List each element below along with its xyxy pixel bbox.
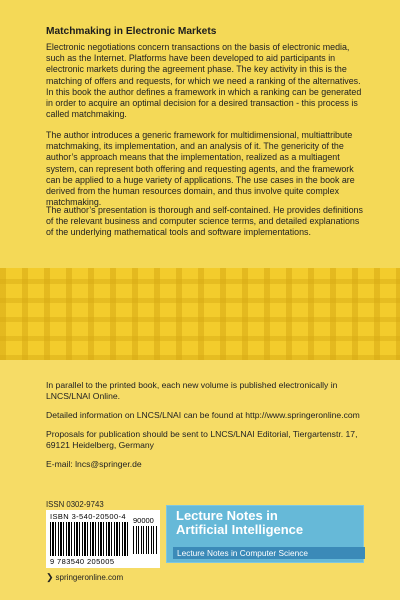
description-paragraph-1: [46, 42, 366, 120]
description-paragraph-2: [46, 130, 366, 208]
barcode-main-bars: [50, 522, 130, 556]
description-text-1: Electronic negotiations concern transactions on the basis of electronic media, such as the Internet. Platforms have been developed to aid participants in electronic markets during the agreement phase. The key activity in this is the matching of offers and requests, for which we need a ranking of the alternatives. In this book the author defines a framework in which a ranking can be generated in order to acquire an optimal decision for a desired transaction - this process is called matchmaking.: [46, 42, 362, 120]
issn: ISSN 0302-9743: [46, 500, 104, 509]
description-paragraph-3: [46, 205, 366, 239]
series-title: [176, 509, 303, 537]
series-subtitle: Lecture Notes in Computer Science: [173, 547, 365, 559]
cover-circuit-pattern: [0, 268, 400, 360]
publisher-link[interactable]: springeronline.com: [55, 573, 124, 582]
online-info: In parallel to the printed book, each new volume is published electronically in LNCS/LNAI Online.: [46, 380, 338, 401]
publisher-link-row[interactable]: [46, 572, 123, 583]
barcode-addon: 90000: [133, 516, 154, 525]
barcode-digits: 9 783540 205005: [50, 557, 115, 566]
description-text-2: The author introduces a generic framework for multidimensional, multiattribute matchmaking, its implementation, and an analysis of it. The genericity of the author’s approach means that the implementation, realized as a multiagent system, can represent both offering and requesting agents, and the framework can be applied to a huge variety of applications. The use cases in the book are derived from the human resources domain, and thus involve quite complex matchmaking.: [46, 130, 355, 208]
series-title-line-2: Artificial Intelligence: [176, 522, 304, 537]
series-title-line-1: Lecture Notes in: [176, 508, 278, 523]
book-title: Matchmaking in Electronic Markets: [46, 26, 217, 37]
proposal-address: Proposals for publication should be sent to LNCS/LNAI Editorial, Tiergartenstr. 17, 69121 Heidelberg, Germany: [46, 429, 358, 450]
info-url: Detailed information on LNCS/LNAI can be found at http://www.springeronline.com: [46, 410, 360, 420]
isbn: ISBN 3-540-20500-4: [50, 512, 126, 521]
barcode-addon-bars: [133, 526, 157, 554]
description-text-3: The author’s presentation is thorough and self-contained. He provides definitions of the relevant business and computer science terms, and detailed explanations of the underlying mathematical tools and software implementations.: [46, 205, 363, 238]
publication-info: [46, 380, 366, 478]
contact-email: E-mail: lncs@springer.de: [46, 459, 142, 469]
arrow-icon: ❯: [46, 572, 54, 582]
